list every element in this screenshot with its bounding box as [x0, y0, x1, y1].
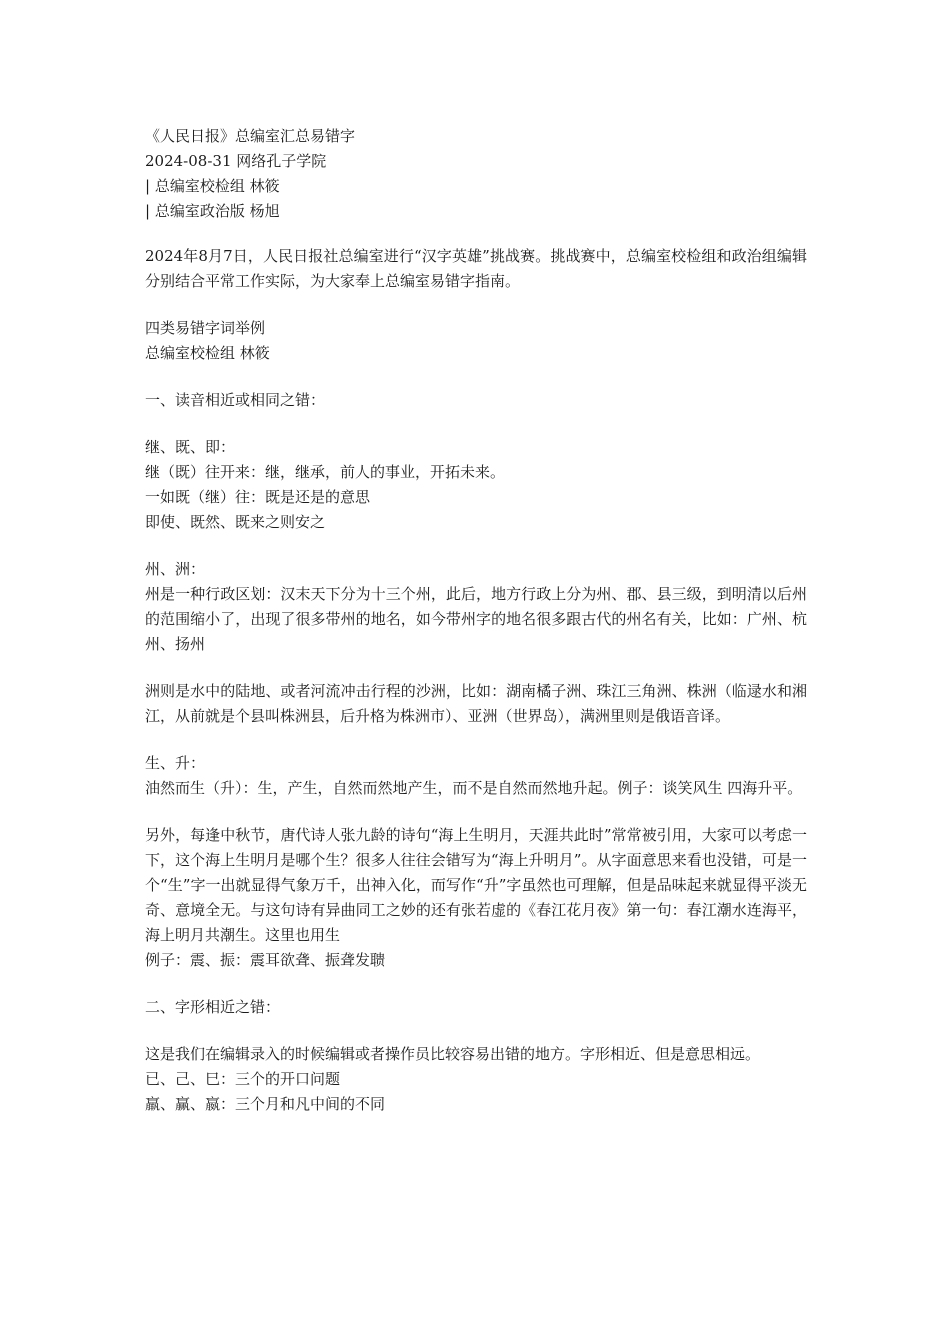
author-line-1: | 总编室校检组 林筱	[145, 177, 280, 195]
group2-paragraph: 洲则是水中的陆地、或者河流冲击行程的沙洲，比如：湖南橘子洲、珠江三角洲、株洲（临逯水和湘江，从前就是个县叫株洲县，后升格为株洲市）、亚洲（世界岛），满洲里则是俄语音译。	[145, 682, 807, 725]
article-title: 《人民日报》总编室汇总易错字	[145, 127, 356, 145]
part2-line: 羸、赢、嬴：三个月和凡中间的不同	[145, 1095, 386, 1113]
group1-line: 即使、既然、既来之则安之	[145, 513, 326, 531]
part2-heading: 二、字形相近之错：	[145, 998, 281, 1016]
part2-intro: 这是我们在编辑录入的时候编辑或者操作员比较容易出错的地方。字形相近、但是意思相远。	[145, 1045, 761, 1063]
section-title: 四类易错字词举例	[145, 319, 266, 337]
part2-line: 已、己、巳：三个的开口问题	[145, 1070, 341, 1088]
group2-paragraph: 州是一种行政区划：汉末天下分为十三个州，此后，地方行政上分为州、郡、县三级，到明清以后州的范围缩小了，出现了很多带州的地名，如今带州字的地名很多跟古代的州名有关，比如：广州、杭州、扬州	[145, 585, 807, 653]
section-author: 总编室校检组 林筱	[145, 344, 270, 362]
group1-line: 继（既）往开来：继，继承，前人的事业，开拓未来。	[145, 463, 506, 481]
part1-heading: 一、读音相近或相同之错：	[145, 391, 326, 409]
intro-paragraph: 2024年8月7日，人民日报社总编室进行“汉字英雄”挑战赛。挑战赛中，总编室校检组和政治组编辑分别结合平常工作实际，为大家奉上总编室易错字指南。	[145, 247, 807, 290]
group1-line: 一如既（继）往：既是还是的意思	[145, 488, 371, 506]
group3-paragraph: 另外，每逢中秋节，唐代诗人张九龄的诗句“海上生明月，天涯共此时”常常被引用，大家可以考虑一下，这个海上生明月是哪个生？很多人往往会错写为“海上升明月”。从字面意思来看也没错，可是一个“生”字一出就显得气象万千，出神入化，而写作“升”字虽然也可理解，但是品味起来就显得平淡无奇、意境全无。与这句诗有异曲同工之妙的还有张若虚的《春江花月夜》第一句：春江潮水连海平，海上明月共潮生。这里也用生	[145, 826, 807, 944]
group1-title: 继、既、即：	[145, 438, 236, 456]
article-meta: 2024-08-31 网络孔子学院	[145, 152, 327, 170]
group3-title: 生、升：	[145, 754, 206, 772]
group3-paragraph: 油然而生（升）：生，产生，自然而然地产生，而不是自然而然地升起。例子：谈笑风生 四海升平。	[145, 779, 803, 797]
group2-title: 州、洲：	[145, 560, 206, 578]
group3-example: 例子：震、振：震耳欲聋、振聋发聩	[145, 951, 386, 969]
document-page	[145, 124, 807, 1117]
author-line-2: | 总编室政治版 杨旭	[145, 202, 280, 220]
